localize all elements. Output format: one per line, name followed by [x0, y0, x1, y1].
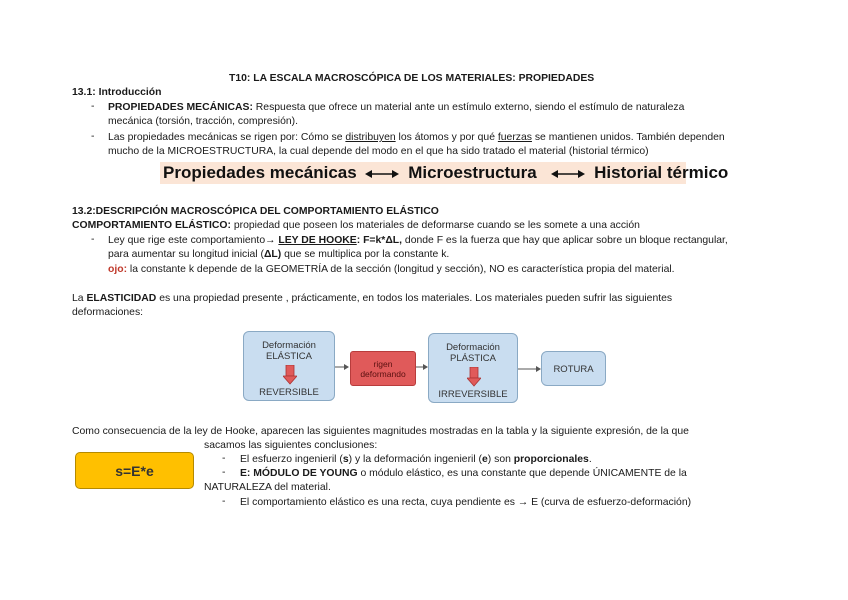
elasticity-label: ELASTICIDAD — [86, 293, 157, 304]
young-modulus-line2: NATURALEZA del material. — [204, 482, 331, 493]
c1-a: El esfuerzo ingenieril ( — [240, 454, 343, 465]
box-elastic-subtitle: ELÁSTICA — [266, 351, 312, 362]
elasticity-paragraph — [72, 292, 672, 305]
mechanical-properties-text: Respuesta que ofrece un material ante un estímulo externo, siendo el estímulo de naturaleza — [252, 102, 685, 113]
governed-by-line2: mucho de la MICROESTRUCTURA, la cual depende del modo en el que ha sido tratado el material (historial térmico) — [108, 146, 649, 157]
young-modulus-label: E: MÓDULO DE YOUNG — [240, 468, 358, 479]
c1-period: . — [588, 454, 592, 465]
box-plastic-title: Deformación — [446, 342, 500, 353]
box-plastic-irreversible: IRREVERSIBLE — [438, 389, 508, 400]
hooke-law-formula: : F=k*ΔL, — [356, 235, 403, 246]
box-elastic-title: Deformación — [262, 340, 316, 351]
bullet-dash: - — [222, 467, 226, 478]
bullet-dash: - — [91, 234, 95, 245]
box-plastic-subtitle: PLÁSTICA — [450, 353, 496, 364]
banner-mechanical-properties: Propiedades mecánicas — [163, 163, 357, 182]
bullet-dash: - — [222, 496, 226, 507]
banner-microstructure: Microestructura — [408, 163, 537, 182]
yield-line2: deformando — [360, 369, 406, 379]
relationship-banner — [160, 162, 729, 184]
hooke-line2-delta: ΔL) — [263, 249, 282, 260]
hooke-consequence-line2: sacamos las siguientes conclusiones: — [204, 440, 378, 451]
banner-thermal-history: Historial térmico — [594, 163, 729, 182]
hooke-law-line — [108, 234, 728, 247]
ojo-text: la constante k depende de la GEOMETRÍA de la sección (longitud y sección), NO es característica propia del material. — [127, 264, 675, 275]
elasticity-line2: deformaciones: — [72, 307, 144, 318]
conclusion-young-modulus — [240, 467, 687, 480]
hooke-law-label: LEY DE HOOKE — [278, 235, 357, 246]
box-rupture — [541, 351, 606, 386]
page-title: T10: LA ESCALA MACROSCÓPICA DE LOS MATERIALES: PROPIEDADES — [229, 73, 595, 84]
arrow-right-icon — [335, 363, 349, 371]
elasticity-text-a: La — [72, 293, 87, 304]
elasticity-text-c: es una propiedad presente , prácticamente, en todos los materiales. Los materiales pueden sufrir las siguientes — [156, 293, 673, 304]
conclusion-linear: El comportamiento elástico es una recta, cuya pendiente es → E (curva de esfuerzo-deformación) — [240, 497, 692, 508]
box-rupture-label: ROTURA — [553, 364, 594, 375]
hooke-line2-c: que se multiplica por la constante k. — [281, 249, 450, 260]
hooke-line2-a: para aumentar su longitud inicial ( — [108, 249, 264, 260]
hooke-law-line2 — [108, 248, 449, 261]
box-elastic-deformation — [243, 331, 335, 401]
bullet-governed-by — [108, 131, 725, 144]
c1-son: ) son — [487, 454, 514, 465]
young-modulus-text: o módulo elástico, es una constante que depende ÚNICAMENTE de la — [357, 468, 687, 479]
bullet-mechanical-properties — [108, 101, 684, 114]
governed-text-c: se mantienen unidos. También dependen — [531, 132, 725, 143]
hooke-law-text-c: donde F es la fuerza que hay que aplicar sobre un bloque rectangular, — [402, 235, 728, 246]
mechanical-properties-label: PROPIEDADES MECÁNICAS: — [108, 102, 253, 113]
box-plastic-deformation — [428, 333, 518, 403]
c1-c: ) y la deformación ingenieril ( — [348, 454, 482, 465]
section-heading-intro: 13.1: Introducción — [72, 87, 162, 98]
c1-e: e — [482, 454, 488, 465]
yield-box — [350, 351, 416, 386]
elastic-definition — [72, 219, 640, 232]
mechanical-properties-line2: mecánica (torsión, tracción, compresión). — [108, 116, 298, 127]
c1-s: s — [342, 454, 349, 465]
governed-distribuyen: distribuyen — [345, 132, 396, 143]
governed-text-b: los átomos y por qué — [395, 132, 498, 143]
formula-box: s=E*e — [75, 452, 194, 489]
hooke-law-text-a: Ley que rige este comportamiento→ — [108, 235, 279, 246]
governed-fuerzas: fuerzas — [497, 132, 532, 143]
c1-proportional: proporcionales — [513, 454, 589, 465]
elastic-definition-label: COMPORTAMIENTO ELÁSTICO: — [72, 220, 231, 231]
arrow-right-icon — [518, 365, 541, 373]
bullet-dash: - — [91, 101, 95, 112]
elastic-definition-text: propiedad que poseen los materiales de deformarse cuando se les somete a una acción — [230, 220, 640, 231]
yield-line1: rigen — [373, 359, 393, 369]
conclusion-proportional — [240, 453, 592, 466]
box-elastic-reversible: REVERSIBLE — [259, 387, 319, 398]
hooke-consequence-line1: Como consecuencia de la ley de Hooke, aparecen las siguientes magnitudes mostradas en la tabla y la siguiente expresión, de la que — [72, 426, 689, 437]
bullet-dash: - — [222, 453, 226, 464]
section-heading-elastic: 13.2:DESCRIPCIÓN MACROSCÓPICA DEL COMPORTAMIENTO ELÁSTICO — [72, 206, 439, 217]
ojo-note — [108, 263, 675, 276]
double-arrow-icon — [365, 169, 399, 179]
arrow-right-icon — [416, 363, 428, 371]
ojo-label: ojo: — [108, 264, 128, 275]
double-arrow-icon — [551, 169, 585, 179]
governed-text-a: Las propiedades mecánicas se rigen por: Cómo se — [108, 132, 346, 143]
down-arrow-icon — [467, 367, 481, 387]
down-arrow-icon — [283, 365, 297, 385]
bullet-dash: - — [91, 131, 95, 142]
